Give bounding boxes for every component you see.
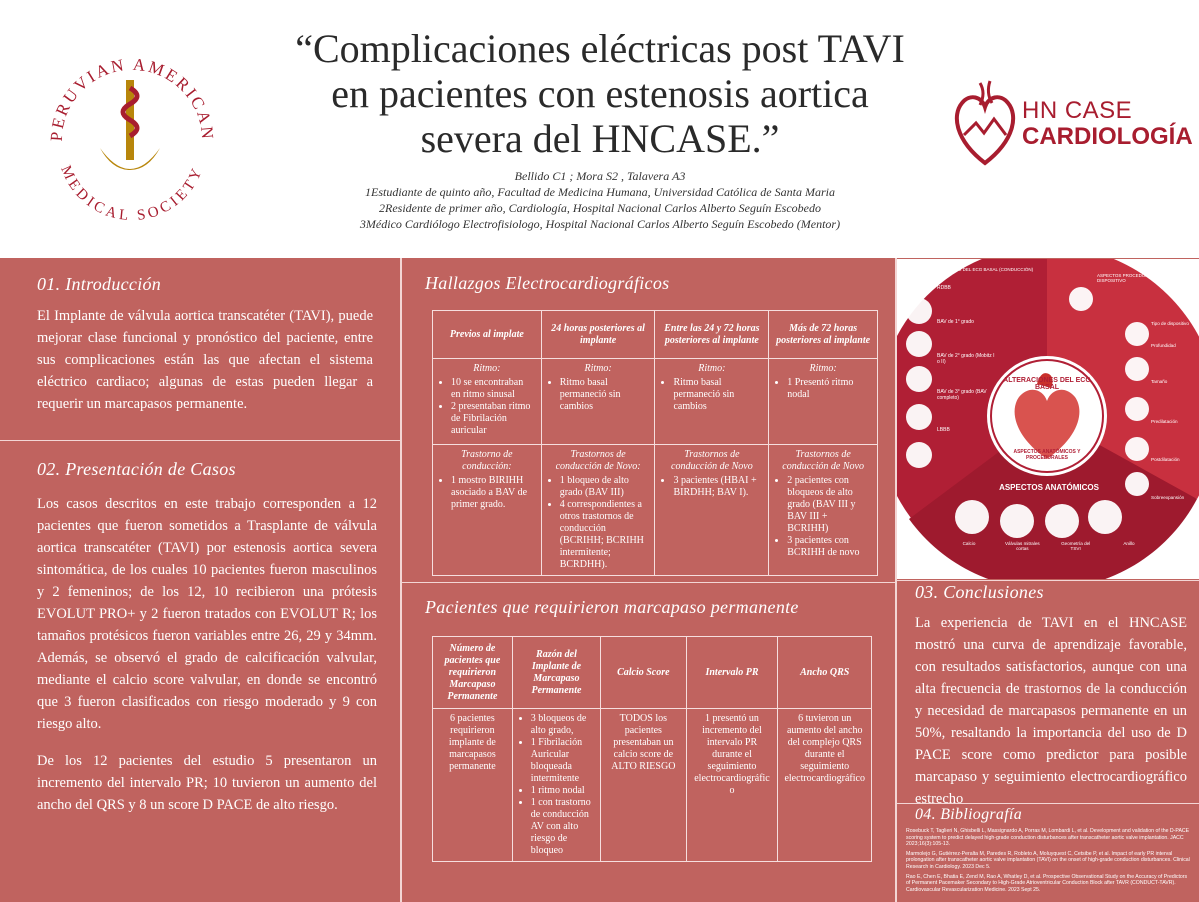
list-item: • 3 pacientes (HBAI + BIRDHH; BAV I). [673, 475, 762, 499]
pm-cell: 1 presentó un incremento del intervalo PR durante el seguimiento electrocardiográfic o [686, 709, 778, 862]
ecg-infographic [897, 259, 1199, 579]
left-item: RDBB [937, 285, 951, 291]
cell-list [439, 377, 535, 437]
left-item: BAV de 1° grado [937, 319, 974, 325]
ecg-header-row [433, 311, 878, 359]
cases-text-1: Los casos descritos en este trabajo corresponden a 12 pacientes que fueron sometidos a Trasplante de válvula aortica transcatéter (TAVI) por estenosis aortica severa sintomática, de los cuales 10 pacientes fueron masculinos y 2 femeninos; de los 12, 10 recibieron una prótesis EVOLUT PRO+ y 2 fueron tratados con EVOLUT R; los tamaños protésicos fueron variables entre 26, 29 y 34mm. Además, se observó el grado de calcificación valvular, mediante el calcio score valvular, en donde se encontró que 3 fueron clasificados con riesgo moderado y 9 con riesgo alto. [37, 496, 377, 732]
list-item: • 2 presentaban ritmo de Fibrilación auricular [451, 401, 535, 437]
cell-heading: Trastorno de conducción: [461, 449, 513, 472]
ecg-ritmo-row [433, 359, 878, 445]
infographic-center-sub: ASPECTOS ANATÓMICOS Y PROCEDURALES [1013, 449, 1081, 461]
title-line-3: severa del HNCASE.” [420, 116, 780, 161]
ecg-cell [655, 359, 769, 445]
cell-list [548, 475, 649, 571]
bibliography-list [906, 828, 1192, 893]
cell-heading: Trastornos de conducción de Novo: [555, 449, 641, 472]
divider-left-h [0, 440, 400, 441]
bibliography-item: Rosebuck T, Taglieri N, Ghisbelli L, Massignardo A, Porras M, Lombardi L, et al. Development and validation of the D-PACE scoring system to predict delayed high-grade conduction disturbances after transcatheter aortic valve implantation. JACC 2023;16(3):105-13. [906, 828, 1190, 848]
ecg-cell [769, 359, 878, 445]
pacemaker-data-row [433, 709, 872, 862]
ecg-table-wrap [432, 310, 878, 576]
affiliation-3: 3Médico Cardiólogo Electrofisiologo, Hospital Nacional Carlos Alberto Seguín Escobedo (Mentor) [359, 217, 841, 231]
right-item: Tipo de dispositivo [1151, 321, 1189, 326]
divider-mid-h [402, 582, 895, 583]
cell-heading: Ritmo: [473, 363, 501, 374]
left-item: LBBB [937, 427, 950, 433]
cell-heading: Ritmo: [584, 363, 612, 374]
right-item: Predilatación [1151, 419, 1178, 424]
left-item: BAV de 3° grado (BAV completo) [937, 389, 987, 401]
bottom-item: Calcio [962, 541, 976, 546]
cell-list [775, 475, 871, 559]
infographic-right-items [1151, 321, 1197, 501]
ecg-col-header: 24 horas posteriores al implante [541, 311, 655, 359]
infographic-center-title: ALTERACIONES DEL ECG BASAL [1003, 377, 1091, 391]
ecg-table [432, 310, 878, 576]
list-item: • 2 pacientes con bloqueos de alto grado (BAV III y BAV III + BCRIHH) [787, 475, 871, 535]
ecg-col-header: Previos al implate [433, 311, 542, 359]
pacemaker-table-wrap [432, 636, 872, 862]
cell-heading: Ritmo: [698, 363, 726, 374]
intro-heading: 01. Introducción [37, 274, 162, 294]
logo-hncase-text: HN CASE [1022, 97, 1133, 124]
ecg-conduccion-row [433, 445, 878, 576]
logo-cardiologia-text: CARDIOLOGÍA [1022, 123, 1193, 150]
right-item: Postdilatación [1151, 457, 1180, 462]
svg-text:MEDICAL SOCIETY: MEDICAL SOCIETY [57, 163, 207, 220]
list-item: • 10 se encontraban en ritmo sinusal [451, 377, 535, 401]
poster-title [250, 26, 950, 161]
left-item: BAV de 2° grado (Mobitz I o II) [937, 353, 995, 365]
right-item: Sobreexpansión [1151, 495, 1185, 500]
pacemaker-table [432, 636, 872, 862]
pams-logo [30, 40, 230, 220]
pm-cell: 6 pacientes requirieron implante de marcapasos permanente [433, 709, 513, 862]
cell-heading: Trastornos de conducción de Novo [671, 449, 753, 472]
ecg-col-header: Entre las 24 y 72 horas posteriores al implante [655, 311, 769, 359]
author-names: Bellido C1 ; Mora S2 , Talavera A3 [514, 169, 686, 183]
ecg-col-header: Más de 72 horas posteriores al implante [769, 311, 878, 359]
bibliography-item: Marmolejo G, Gutiérrez-Peralta M, Paredes R, Robleto A, Moluyquest C, Cetsibe P, et al. Impact of early PR interval prolongation after transcatheter aortic valve implantation (TAVI) on the onset of high-grade conduction disturbances. Clinical Research in Cardiology. 2023 Dec 5. [906, 850, 1190, 870]
pm-cell: 6 tuvieron un aumento del ancho del complejo QRS durante el seguimiento electrocardiográfico [778, 709, 872, 862]
list-item: • 1 bloqueo de alto grado (BAV III) [560, 475, 649, 499]
pm-col-header: Ancho QRS [778, 637, 872, 709]
bottom-item: Anillo [1123, 541, 1135, 546]
ecg-cell [541, 445, 655, 576]
list-item: • Ritmo basal permaneció sin cambios [673, 377, 762, 413]
bibliography-item: Rao E, Chen E, Bhatia E, Zend M, Rao A, Whatley D, et al. Prospective Observational Study on the Accuracy of Predictors of Permanent Pacemaker Secondary to High-Grade Atrioventricular Conduction Block after TAVR (CONDUCT-TAVR). Cardiovascular Revascularization Medicine. 2023 Sept 25. [906, 873, 1188, 893]
divider-col-1 [400, 258, 402, 902]
divider-right-h1 [897, 580, 1199, 581]
cell-list [661, 377, 762, 413]
list-item: • 3 bloqueos de alto grado, [531, 713, 594, 737]
pm-cell: TODOS los pacientes presentaban un calcio score de ALTO RIESGO [601, 709, 686, 862]
cell-heading: Trastornos de conducción de Novo [782, 449, 864, 472]
pm-col-header: Calcio Score [601, 637, 686, 709]
hncase-logo [950, 75, 1193, 175]
cell-list [661, 475, 762, 499]
title-line-1: “Complicaciones eléctricas post TAVI [295, 26, 905, 71]
ecg-cell [433, 445, 542, 576]
intro-text: El Implante de válvula aortica transcatéter (TAVI), puede mejorar clase funcional y pronóstico del paciente, entre sus complicaciones están las que afectan el sistema eléctrico cardiaco; algunas de estas pueden llegar a requerir un marcapasos permanente. [37, 308, 373, 412]
ecg-cell [541, 359, 655, 445]
affiliation-2: 2Residente de primer año, Cardiología, Hospital Nacional Carlos Alberto Seguín Escobedo [379, 201, 821, 215]
bottom-item: Geometría del TSVI [1061, 541, 1091, 551]
right-item: Tamaño [1151, 379, 1168, 384]
infographic-ring-right: ASPECTOS PROCEDURALES DEL DISPOSITIVO [1097, 273, 1170, 283]
pm-col-header: Razón del Implante de Marcapaso Permanente [512, 637, 600, 709]
cases-text-2: De los 12 pacientes del estudio 5 presentaron un incremento del intervalo PR; 10 tuvieron un aumento del ancho del QRS y 8 un score D PACE de alto riesgo. [37, 753, 377, 813]
infographic-ring-left: ALTERACIONES DEL ECG BASAL (CONDUCCIÓN) [927, 267, 1034, 272]
pm-col-header: Intervalo PR [686, 637, 778, 709]
cell-list [439, 475, 535, 511]
conclusions-text: La experiencia de TAVI en el HNCASE mostró una curva de aprendizaje favorable, con resultados satisfactorios, aunque con una alta frecuencia de trastornos de la conducción y necesidad de marcapasos permanente en un 50%, resaltando la importancia del uso de D PACE score como predictor para posible marcapaso y seguimiento electrocardiográfico estrecho [915, 615, 1187, 807]
bottom-item: Válvulas mitrales cortas [1004, 541, 1040, 551]
pm-cell [512, 709, 600, 862]
cases-heading: 02. Presentación de Casos [37, 459, 236, 479]
list-item: • 1 ritmo nodal [531, 785, 594, 797]
infographic-bottom-items [949, 541, 1149, 551]
conclusions-heading: 03. Conclusiones [915, 582, 1044, 602]
pacemaker-header-row [433, 637, 872, 709]
title-line-2: en pacientes con estenosis aortica [331, 71, 869, 116]
list-item: • 3 pacientes con BCRIHH de novo [787, 535, 871, 559]
cell-list [775, 377, 871, 401]
list-item: • 1 con trastorno de conducción AV con alto riesgo de bloqueo [531, 797, 594, 857]
right-item: Profundidad [1151, 343, 1176, 348]
affiliation-1: 1Estudiante de quinto año, Facultad de Medicina Humana, Universidad Católica de Santa Maria [365, 185, 835, 199]
pacemaker-heading: Pacientes que requirieron marcapaso permanente [425, 597, 799, 617]
list-item: • Ritmo basal permaneció sin cambios [560, 377, 649, 413]
list-item: • 1 Fibrilación Auricular bloqueada intermitente [531, 737, 594, 785]
bibliography-heading: 04. Bibliografía [915, 806, 1023, 823]
heart-logo-icon [950, 75, 1020, 170]
ecg-cell [769, 445, 878, 576]
infographic-left-items [937, 285, 997, 457]
infographic-bottom-label: ASPECTOS ANATÓMICOS [999, 483, 1099, 492]
cell-heading: Ritmo: [809, 363, 837, 374]
ecg-cell [433, 359, 542, 445]
cell-list [548, 377, 649, 413]
cell-list [519, 713, 594, 857]
list-item: • 4 correspondientes a otros trastornos de conducción (BCRIHH; BCRIHH intermitente; BCRDHH). [560, 499, 649, 571]
list-item: • 1 Presentó ritmo nodal [787, 377, 871, 401]
pm-col-header: Número de pacientes que requirieron Marcapaso Permanente [433, 637, 513, 709]
authors-block [250, 168, 950, 232]
list-item: • 1 mostro BIRIHH asociado a BAV de primer grado. [451, 475, 535, 511]
ecg-cell [655, 445, 769, 576]
ecg-heading: Hallazgos Electrocardiográficos [425, 273, 670, 293]
svg-text:PERUVIAN AMERICAN: PERUVIAN AMERICAN [46, 54, 218, 142]
